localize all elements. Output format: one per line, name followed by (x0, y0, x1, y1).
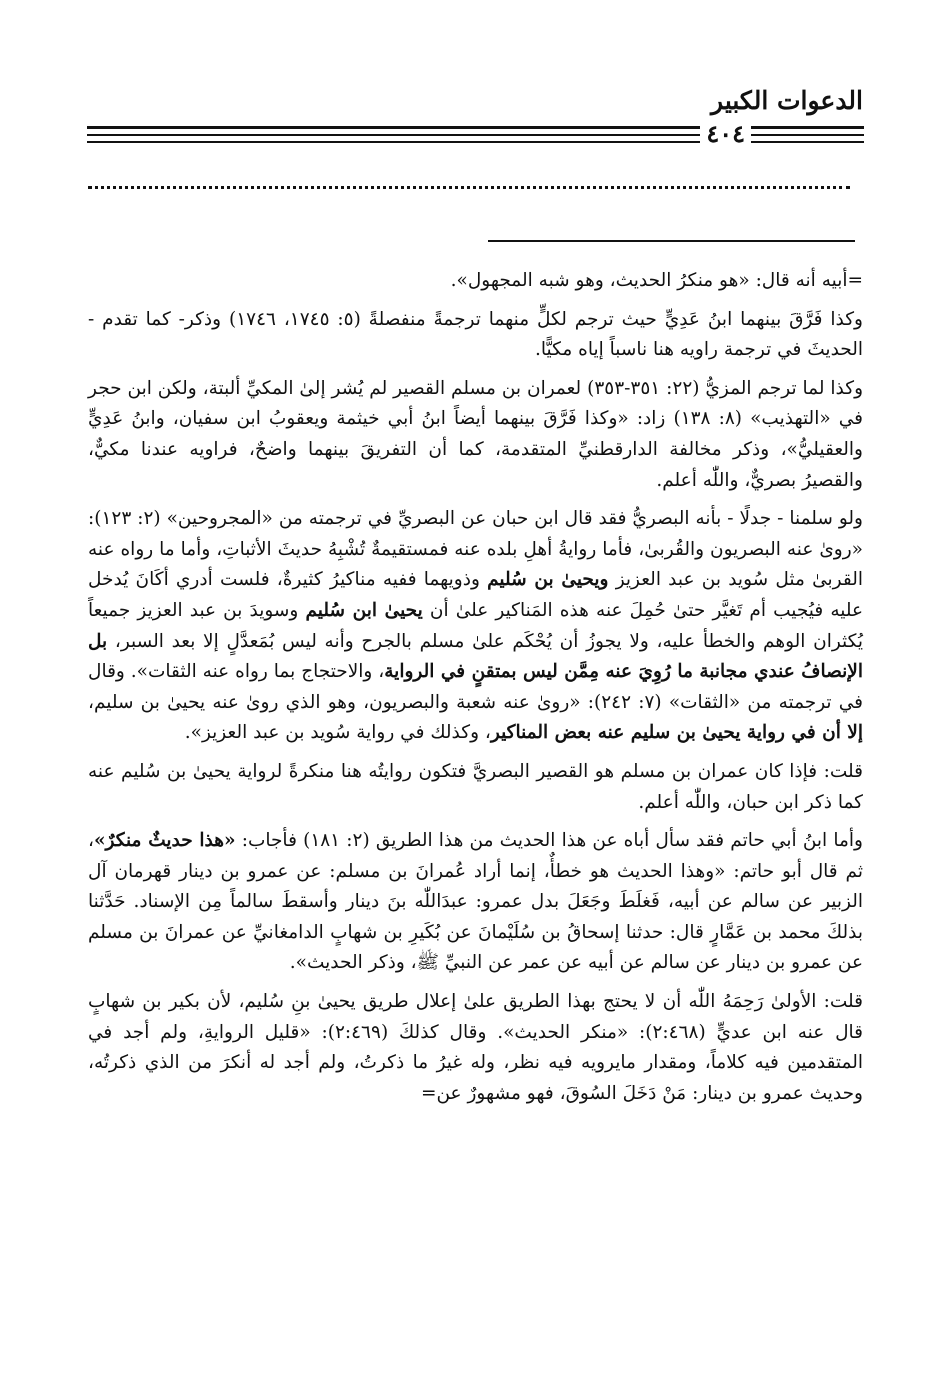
text-run: وكذا لما ترجم المزيُّ (٢٢: ٣٥١-٣٥٣) لعمران بن مسلم القصير لم يُشر إلىٰ المكيِّ ألبتة، ولكن ابن حجر في «التهذيب» (٨: ١٣٨) زاد: «وكذا فَرَّقَ بينهما أيضاً ابنُ أبي خيثمة ويعقوبُ ابن سفيان، وابنُ عَدِيٍّ والعقيليُّ»، وذكر مخالفة الدارقطنيِّ المتقدمة، كما أن التفريقَ بينهما واضحٌ، فراويه عندنا مكيٌّ، والقصيرُ بصريٌّ، واللّٰه أعلم. (88, 377, 864, 491)
footnote-text (88, 266, 863, 1117)
paragraph (88, 305, 863, 366)
text-run: ، وكذلك في رواية سُويد بن عبد العزيز». (184, 722, 491, 744)
text-run: =أبيه أنه قال: «هو منكرُ الحديث، وهو شبه المجهول». (450, 270, 863, 291)
text-run: وذويهما ففيه مناكيرُ كثيرةٌ، فلست أدري أكَانَ يُدخل عليه فيُجيب أم تَغيَّر حتىٰ حُمِلَ عنه هذه المَناكير علىٰ أن (88, 569, 863, 621)
dotted-separator (88, 186, 850, 189)
paragraph (88, 504, 863, 749)
text-run: قلت: الأولىٰ رَحِمَهُ اللّٰه أن لا يحتج بهذا الطريق علىٰ إعلال طريق يحيىٰ بنِ سُليم، لأن بكير بن شهابٍ قال عنه ابن عديٍّ (٢:٤٦٨): «منكر الحديث». وقال كذلكَ (٢:٤٦٩): «قليل الروايةِ، ولم أجد في المتقدمين فيه كلاماً، ومقدار مايرويه فيه نظر، وله غيرُ ما ذكرتُ، ولم أجد له أنكرَ من الذي ذكرتُه، وحديث عمرو بن دينار: مَنْ دَخَلَ السُوقَ، فهو مشهورٌ عن= (88, 991, 863, 1104)
text-run: وسويدَ بن عبد العزيز جميعاً يُكثران الوهم والخطأ عليه، ولا يجوزُ أن يُحْكَم علىٰ مسلم بالجرح وأنه ليس بُمَعدَّلٍ إلا بعد السبر، (88, 599, 863, 652)
text-run: ، ثم قال أبو حاتم: «وهذا الحديث هو خطأٌ، إنما أراد عُمرانَ بن مسلم: عن عمرو بن دينار قهرمان آل الزبير عن سالم عن أبيه، فَغلَطَ وجَعَلَ بدل عمرو: عبدَاللّٰه بنَ دينار وأسقطَ سالماً مِن الإسناد. حَدَّثنا بذلكَ محمد بن عَمَّارٍ قال: حدثنا إسحاقُ بن سُلَيْمانَ عن بُكَيرِ بن شهابٍ الدامغانيِّ عن عمرانَ بن مسلم عن عمرو بن دينار عن سالم عن أبيه عن عمر عن النبيِّ ﷺ، وذكر الحديث». (88, 830, 863, 974)
text-run: ولو سلمنا - جدلًا - بأنه البصريُّ فقد قال ابن حبان عن البصريِّ في ترجمته من «المجروحين» (٢: ١٢٣): «روىٰ عنه البصريون والقُربىٰ، فأما روايةُ أهلِ بلده عنه فمستقيمةٌ تُشْبِهُ حديثَ الأثباتِ، وأما ما رواه عنه القربىٰ مثل سُويد بن عبد العزيز (88, 508, 863, 591)
text-run: وأما ابنُ أبي حاتم فقد سأل أباه عن هذا الحديث من هذا الطريق (٢: ١٨١) فأجاب: (235, 830, 863, 852)
text-run: قلت: فإذا كان عمران بن مسلم هو القصير البصريَّ فتكون روايتُه هنا منكرةً لرواية يحيىٰ بن سُليم عنه كما ذكر ابن حبان، واللّٰه أعلم. (88, 760, 863, 813)
running-header-title: الدعوات الكبير (711, 86, 863, 115)
paragraph (88, 987, 863, 1109)
text-run: وكذا فَرَّقَ بينهما ابنُ عَدِيٍّ حيث ترجم لكلٍّ منهما ترجمةً منفصلةً (٥: ١٧٤٥، ١٧٤٦) وذكر- كما تقدم - الحديثَ في ترجمة راويه هنا ناسباً إياه مكيًّا. (88, 308, 863, 361)
paragraph (88, 826, 863, 979)
bold-text-run: «هذا حديثٌ منكرٌ» (93, 830, 236, 852)
text-run: ، والاحتجاج بما رواه عنه الثقات». وقال في ترجمته من «الثقات» (٧: ٢٤٢): «روىٰ عنه شعبة والبصريون، وهو الذي روىٰ عنه يحيىٰ بن سليم، (88, 661, 863, 713)
bold-text-run: بل الإنصافُ عندي مجانبة ما رُوِيَ عنه مِمَّن ليس بمتقنٍ في الرواية (88, 630, 863, 683)
paragraph (88, 266, 863, 297)
bold-text-run: يحيىٰ ابن سُليم (305, 599, 423, 621)
paragraph (88, 757, 863, 818)
bold-text-run: ويحيىٰ بن سُليم (487, 569, 609, 591)
footnote-rule (488, 240, 855, 242)
paragraph (88, 374, 863, 496)
page-number: ٤٠٤ (700, 120, 751, 148)
bold-text-run: إلا أن في رواية يحيىٰ بن سليم عنه بعض المناكير (490, 722, 863, 744)
